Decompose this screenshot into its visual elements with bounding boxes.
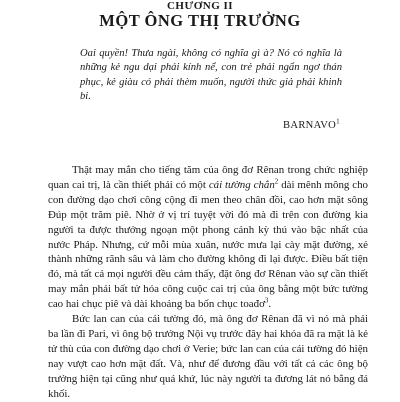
paragraph-text: Thật may mắn cho tiếng tăm của ông đơ Rênan trong chức nghiệp quan cai trị, là cần thiết phải có một [48, 164, 368, 191]
epigraph-author-name: BARNAVO [283, 120, 337, 131]
footnote-marker: 1 [336, 117, 340, 126]
paragraph [48, 163, 368, 312]
epigraph-author [283, 117, 340, 131]
epigraph-quote: Oai quyền! Thưa ngài, không có nghĩa gì à? Nó có nghĩa là những kẻ ngu dại phải kính nể, con trẻ phải ngẩn ngơ thán phục, kẻ giàu có phải thèm muốn, người thức giả phải khinh bỉ. [80, 48, 342, 103]
footnote-marker: 3 [264, 296, 269, 305]
footnote-marker: 2 [274, 177, 279, 186]
paragraph-text: dài mênh mông cho con đường dạo chơi công cộng đi men theo chân đồi, cao hơn mặt sông Đúp một trăm piê. Nhờ ở vị trí tuyệt vời đó mà đi trên con đường kia người ta được thưởng ngoạn một phong cảnh kỳ thú vào bậc nhất của nước Pháp. Nhưng, cứ mỗi mùa xuân, nước mưa lại cày mặt đường, xẻ thành những rãnh sâu và làm cho đường không đi lại được. Điều bất tiện đó, mà tất cả mọi người đều cảm thấy, đặt ông đơ Rênan vào sự cần thiết may mắn phải bất tử hóa công cuộc cai trị của ông bằng một bức tường cao hai chục piê và dài khoảng ba bốn chục toađơ [48, 178, 368, 311]
italic-term: cái tường chắn [208, 178, 275, 191]
paragraph-text: . [268, 298, 272, 311]
chapter-title: MỘT ÔNG THỊ TRƯỞNG [99, 11, 301, 30]
paragraph: Bức lan can của cái tường đó, mà ông đơ Rênan đã vì nó mà phải ba lần đi Pari, vì ông bộ trưởng Nội vụ trước đây hai khóa đã ra mặt là kẻ tử thù của con đường dạo chơi ở Verie; bức lan can của cái tường đó hiện nay vượt cao hơn mặt đất. Và, như để đương đầu với tất cả các ông bộ trưởng hiện tại cũng như quá khứ, lúc này người ta đương lát nó bằng đá khối. [48, 313, 369, 400]
body-text [48, 163, 368, 402]
chapter-label: CHƯƠNG II [166, 0, 234, 12]
